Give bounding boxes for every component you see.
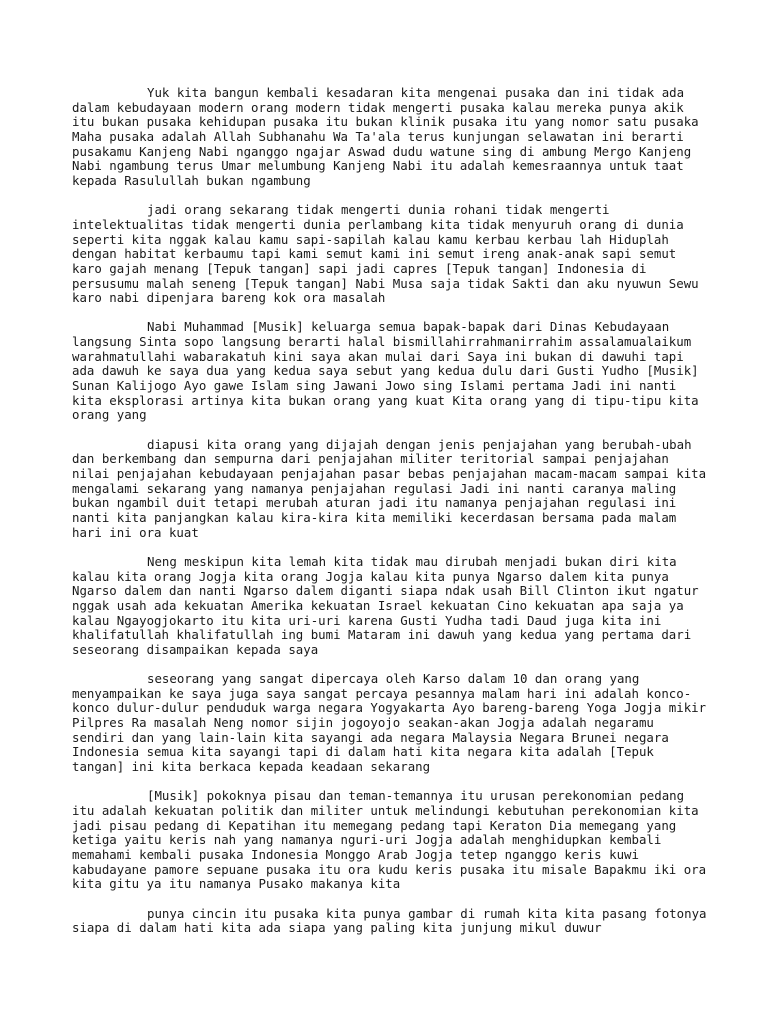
paragraph-8: punya cincin itu pusaka kita punya gambar di rumah kita kita pasang fotonya siapa di dalam hati kita ada siapa yang paling kita junjung mikul duwur xyxy=(72,905,707,936)
paragraph-3: Nabi Muhammad [Musik] keluarga semua bapak-bapak dari Dinas Kebudayaan langsung Sinta sopo langsung berarti halal bismillahirrahmanirrahim assalamualaikum warahmatullahi wabarakatuh kini saya akan mulai dari Saya ini bukan di dawuhi tapi ada dawuh ke saya dua yang kedua saya sebut yang kedua dulu dari Gusti Yudho [Musik] Sunan Kalijogo Ayo gawe Islam sing Jawani Jowo sing Islami pertama Jadi ini nanti kita eksplorasi artinya kita bukan orang yang kuat Kita orang yang di tipu-tipu kita orang yang xyxy=(72,319,699,423)
paragraph-2: jadi orang sekarang tidak mengerti dunia rohani tidak mengerti intelektualitas tidak mengerti dunia perlambang kita tidak menyuruh orang di dunia seperti kita nggak kalau kamu sapi-sapilah kalau kamu kerbau kerbau lah Hiduplah dengan habitat kerbaumu tapi kami semut kami ini semut ireng anak-anak sapi semut karo gajah menang [Tepuk tangan] sapi jadi capres [Tepuk tangan] Indonesia di persusumu malah seneng [Tepuk tangan] Nabi Musa saja tidak Sakti dan aku nyuwun Sewu karo nabi dipenjara bareng kok ora masalah xyxy=(72,202,699,306)
paragraph-4: diapusi kita orang yang dijajah dengan jenis penjajahan yang berubah-ubah dan berkembang dan sempurna dari penjajahan militer teritorial sampai penjajahan nilai penjajahan kebudayaan penjajahan pasar bebas penjajahan macam-macam sampai kita mengalami sekarang yang namanya penjajahan regulasi Jadi ini nanti caranya maling bukan ngambil duit tetapi merubah aturan jadi itu namanya penjajahan regulasi ini nanti kita panjangkan kalau kira-kira kita memiliki kecerdasan bersama pada malam hari ini ora kuat xyxy=(72,436,707,540)
paragraph-5: Neng meskipun kita lemah kita tidak mau dirubah menjadi bukan diri kita kalau kita orang Jogja kita orang Jogja kalau kita punya Ngarso dalem kita punya Ngarso dalem dan nanti Ngarso dalem diganti siapa ndak usah Bill Clinton ikut ngatur nggak usah ada kekuatan Amerika kekuatan Israel kekuatan Cino kekuatan apa saja ya kalau Ngayogjokarto itu kita uri-uri karena Gusti Yudha tadi Daud juga kita ini khalifatullah khalifatullah ing bumi Mataram ini dawuh yang kedua yang pertama dari seseorang disampaikan kepada saya xyxy=(72,553,699,657)
paragraph-1: Yuk kita bangun kembali kesadaran kita mengenai pusaka dan ini tidak ada dalam kebudayaan modern orang modern tidak mengerti pusaka kalau mereka punya akik itu bukan pusaka kehidupan pusaka itu bukan klinik pusaka itu yang nomor satu pusaka Maha pusaka adalah Allah Subhanahu Wa Ta'ala terus kunjungan selawatan ini berarti pusakamu Kanjeng Nabi nganggo ngajar Aswad dudu watune sing di ambung Mergo Kanjeng Nabi ngambung terus Umar melumbung Kanjeng Nabi itu adalah kemesraannya untuk taat kepada Rasulullah bukan ngambung xyxy=(72,85,699,188)
document-page xyxy=(72,86,712,951)
paragraph-6: seseorang yang sangat dipercaya oleh Karso dalam 10 dan orang yang menyampaikan ke saya juga saya sangat percaya pesannya malam hari ini adalah konco-konco dulur-dulur penduduk warga negara Yogyakarta Ayo bareng-bareng Yoga Jogja mikir Pilpres Ra masalah Neng nomor sijin jogoyojo seakan-akan Jogja adalah negaramu sendiri dan yang lain-lain kita sayangi ada negara Malaysia Negara Brunei negara Indonesia semua kita sayangi tapi di dalam hati kita negara kita adalah [Tepuk tangan] ini kita berkaca kepada keadaan sekarang xyxy=(72,671,707,775)
paragraph-7: [Musik] pokoknya pisau dan teman-temannya itu urusan perekonomian pedang itu adalah kekuatan politik dan militer untuk melindungi kebutuhan perekonomian kita jadi pisau pedang di Kepatihan itu memegang pedang tapi Keraton Dia memegang yang ketiga yaitu keris nah yang namanya nguri-uri Jogja adalah menghidupkan kembali memahami kembali pusaka Indonesia Monggo Arab Jogja tetep nganggo keris kuwi kabudayane pamore sepuane pusaka itu ora kudu keris pusaka itu misale Bapakmu iki ora kita gitu ya itu namanya Pusako makanya kita xyxy=(72,788,707,892)
